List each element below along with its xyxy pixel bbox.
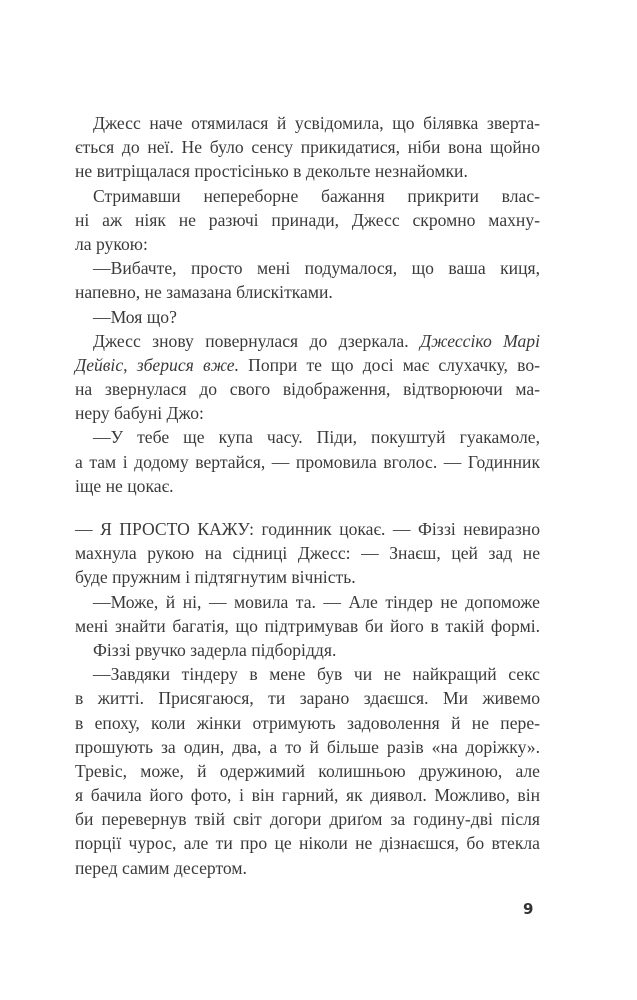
line-text: в житті. Присягаюся, ти зарано здаєшся. Ми живемо xyxy=(75,688,540,709)
line-text: в епоху, коли жінки отримують задоволення й не пере- xyxy=(75,712,540,733)
line-text: неру бабуні Джо: xyxy=(75,403,204,424)
book-page-text xyxy=(75,111,540,880)
line-text: ні аж ніяк не разючі принади, Джесс скромно махну- xyxy=(75,209,540,230)
text-line xyxy=(75,280,540,304)
line-text: Джесс наче отямилася й усвідомила, що білявка зверта- xyxy=(93,113,540,133)
line-text: —Моя що? xyxy=(93,306,177,327)
line-text: іще не цокає. xyxy=(75,475,174,496)
line-text: на звернулася до свого відображення, відтворюючи ма- xyxy=(75,379,540,400)
text-line xyxy=(75,256,540,280)
text-line xyxy=(75,474,540,498)
text-line xyxy=(75,686,540,710)
line-text: порції чурос, але ти про це ніколи не дізнаєшся, бо втекла xyxy=(75,833,540,854)
line-text: махнула рукою на сідниці Джесс: — Знаєш, цей зад не xyxy=(75,543,540,564)
text-line xyxy=(75,783,540,807)
line-text: Попри те що досі має слухачку, во- xyxy=(248,354,540,375)
text-line xyxy=(75,735,540,759)
line-text: перед самим десертом. xyxy=(75,857,247,878)
line-text: ється до неї. Не було сенсу прикидатися, ніби вона щойно xyxy=(75,137,540,158)
text-line xyxy=(75,305,540,329)
text-line xyxy=(75,353,540,377)
text-line xyxy=(75,807,540,831)
text-line xyxy=(75,111,540,135)
line-text: а там і додому вертайся, — промовила вголос. — Годинник xyxy=(75,451,540,472)
text-line xyxy=(75,401,540,425)
text-block-1 xyxy=(75,111,540,498)
text-line xyxy=(75,638,540,662)
section-break xyxy=(75,498,540,517)
text-line xyxy=(75,425,540,449)
line-text: Тревіс, може, й одержимий колишньою дружиною, але xyxy=(75,760,540,781)
line-text: я бачила його фото, і він гарний, як диявол. Можливо, він xyxy=(75,785,540,806)
line-text: Фіззі рвучко задерла підборіддя. xyxy=(93,639,337,660)
line-text: буде пружним і підтягнутим вічність. xyxy=(75,567,356,588)
text-line xyxy=(75,711,540,735)
line-text: Джесс знову повернулася до дзеркала. xyxy=(93,330,409,351)
italic-text: Дейвіс, зберися вже. xyxy=(75,354,239,375)
text-line xyxy=(75,159,540,183)
text-line xyxy=(75,759,540,783)
line-text: напевно, не замазана блискітками. xyxy=(75,282,333,303)
text-line xyxy=(75,450,540,474)
line-text: —Може, й ні, — мовила та. — Але тіндер не допоможе xyxy=(93,591,540,612)
text-line xyxy=(75,329,540,353)
text-line xyxy=(75,232,540,256)
text-line xyxy=(75,541,540,565)
page-number: 9 xyxy=(523,900,534,918)
line-text: —У тебе ще купа часу. Піди, покуштуй гуакамоле, xyxy=(93,427,540,448)
line-text: ла рукою: xyxy=(75,233,148,254)
text-line xyxy=(75,565,540,589)
text-line xyxy=(75,184,540,208)
italic-text: Джессіко Марі xyxy=(419,330,540,351)
line-text: Стримавши непереборне бажання прикрити влас- xyxy=(93,185,540,206)
text-line xyxy=(75,662,540,686)
line-text: —Вибачте, просто мені подумалося, що ваша киця, xyxy=(93,258,540,279)
line-text: —Завдяки тіндеру в мене був чи не найкращий секс xyxy=(93,664,540,685)
text-line xyxy=(75,208,540,232)
text-line xyxy=(75,517,540,541)
text-line xyxy=(75,856,540,880)
line-text: би перевернув твій світ догори дриґом за годину-дві після xyxy=(75,809,540,830)
text-line xyxy=(75,377,540,401)
line-text: прошують за один, два, а то й більше разів «на доріжку». xyxy=(75,736,540,757)
line-text: — Я ПРОСТО КАЖУ: годинник цокає. — Фіззі невиразно xyxy=(75,519,540,539)
line-text: не витріщалася простісінько в декольте незнайомки. xyxy=(75,161,468,182)
text-line xyxy=(75,831,540,855)
text-line xyxy=(75,614,540,638)
line-text: мені знайти багатія, що підтримував би його в такій формі. xyxy=(75,615,540,636)
text-block-2 xyxy=(75,517,540,880)
text-line xyxy=(75,590,540,614)
text-line xyxy=(75,135,540,159)
